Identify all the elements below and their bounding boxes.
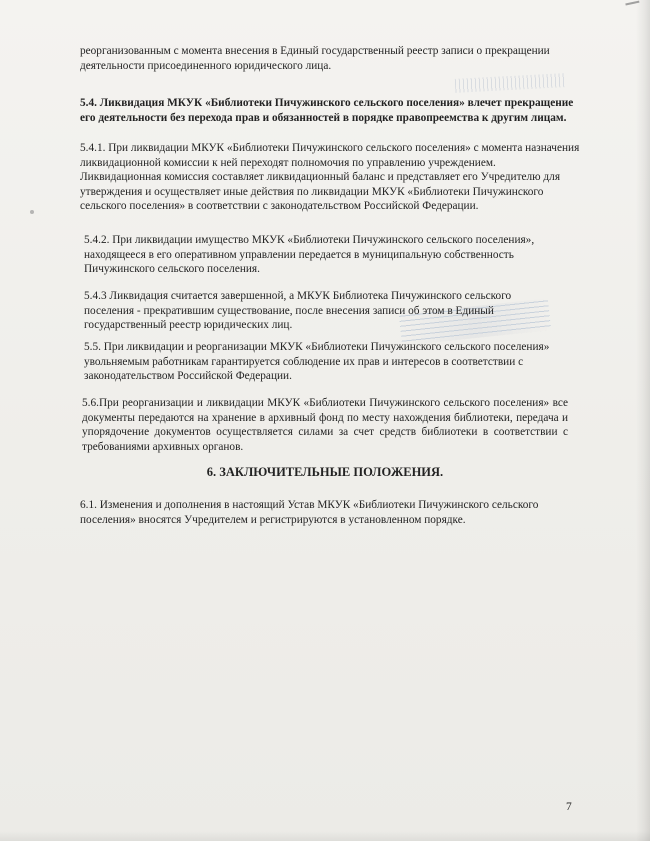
- paragraph-5-4-3-liquidation-complete: 5.4.3 Ликвидация считается завершенной, а МКУК Библиотека Пичужинского сельского поселения - прекратившим существование, после внесения записи об этом в Единый государственный реестр юридических лиц.: [84, 290, 512, 331]
- punch-hole-mark: [30, 210, 34, 214]
- paragraph-5-6-archive-documents: 5.6.При реорганизации и ликвидации МКУК «Библиотеки Пичужинского сельского поселения» все документы передаются на хранение в архивный фонд по месту нахождения библиотеки, передача и упорядочение документов осуществляется силами за счет средств библиотеки в соответствии с требованиями архивных органов.: [82, 397, 568, 453]
- faded-stamp-bleed-top: [455, 73, 566, 93]
- page-number: 7: [566, 801, 572, 813]
- page-edge-shadow-right: [636, 0, 650, 841]
- paragraph-5-4-2-property-transfer: 5.4.2. При ликвидации имущество МКУК «Библиотеки Пичужинского сельского поселения», находящееся в его оперативном управлении передается в муниципальную собственность Пичужинского сельского поселения.: [84, 234, 535, 275]
- paragraph-5-4-liquidation: 5.4. Ликвидация МКУК «Библиотеки Пичужинского сельского поселения» влечет прекращение его деятельности без перехода прав и обязанностей в порядке правопреемства к другим лицам.: [80, 97, 574, 124]
- paragraph-5-4-1-liquidation-commission: 5.4.1. При ликвидации МКУК «Библиотеки Пичужинского сельского поселения» с момента назначения ликвидационной комиссии к ней переходят полномочия по управлению учреждением. Ликвидационная комиссия составляет ликвидационный баланс и представляет его Учредителю для утверждения и осуществляет иные действия по ликвидации МКУК «Библиотеки Пичужинского сельского поселения» в соответствии с законодательством Российской Федерации.: [80, 142, 580, 212]
- paragraph-reorganization-continuation: реорганизованным с момента внесения в Единый государственный реестр записи о прекращении деятельности присоединенного юридического лица.: [80, 45, 550, 72]
- paragraph-5-5-employee-rights: 5.5. При ликвидации и реорганизации МКУК «Библиотеки Пичужинского сельского поселения» увольняемым работникам гарантируется соблюдение их прав и интересов в соответствии с законодательством Российской Федерации.: [84, 341, 550, 382]
- section-heading-final-provisions: 6. ЗАКЛЮЧИТЕЛЬНЫЕ ПОЛОЖЕНИЯ.: [206, 465, 444, 479]
- page-edge-shadow-bottom: [0, 831, 650, 841]
- paragraph-6-1-amendments: 6.1. Изменения и дополнения в настоящий Устав МКУК «Библиотеки Пичужинского сельского поселения» вносятся Учредителем и регистрируются в установленном порядке.: [80, 499, 539, 526]
